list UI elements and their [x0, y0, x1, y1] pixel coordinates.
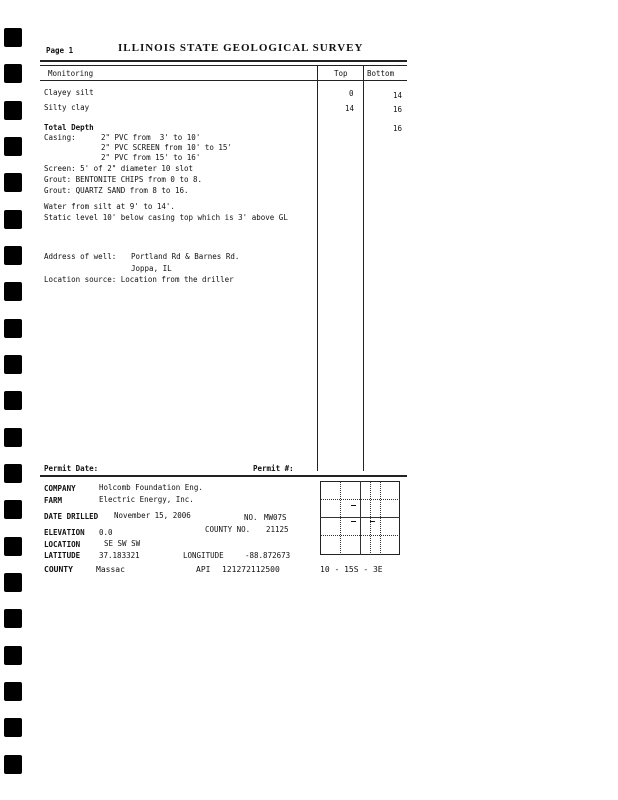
binder-hole — [4, 755, 22, 774]
county-label: COUNTY — [44, 565, 73, 574]
column-divider — [363, 65, 364, 471]
note-line: Grout: BENTONITE CHIPS from 0 to 8. — [44, 175, 203, 184]
section-locator-grid — [320, 481, 400, 554]
binder-hole — [4, 282, 22, 301]
column-divider — [317, 65, 318, 471]
date-label: DATE DRILLED — [44, 512, 99, 521]
binder-hole — [4, 500, 22, 519]
binder-hole — [4, 101, 22, 120]
county-no-label: COUNTY NO. — [205, 525, 251, 534]
binder-hole — [4, 319, 22, 338]
longitude-label: LONGITUDE — [183, 551, 224, 560]
column-bottom: Bottom — [367, 69, 395, 78]
column-top: Top — [334, 69, 348, 78]
location-label: LOCATION — [44, 540, 81, 549]
layer-bottom: 14 — [393, 91, 403, 100]
note-line: Screen: 5' of 2" diameter 10 slot — [44, 164, 194, 173]
binder-hole — [4, 173, 22, 192]
rule — [40, 65, 407, 66]
rule — [40, 475, 407, 477]
rule — [40, 80, 407, 81]
page-title: ILLINOIS STATE GEOLOGICAL SURVEY — [118, 42, 364, 54]
address-label: Address of well: — [44, 252, 117, 261]
elevation-label: ELEVATION — [44, 528, 85, 537]
longitude-value: -88.872673 — [245, 551, 291, 560]
casing-label: Casing: — [44, 133, 76, 142]
latitude-value: 37.183321 — [99, 551, 140, 560]
farm-label: FARM — [44, 496, 63, 505]
binder-hole — [4, 391, 22, 410]
binder-hole — [4, 718, 22, 737]
county-value: Massac — [96, 565, 125, 574]
binder-hole — [4, 246, 22, 265]
api-label: API — [196, 565, 211, 574]
permit-no-label: Permit #: — [253, 464, 294, 473]
layer-top: 0 — [349, 89, 354, 98]
latitude-label: LATITUDE — [44, 551, 81, 560]
date-value: November 15, 2006 — [114, 511, 191, 520]
total-depth-value: 16 — [393, 124, 403, 133]
county-no-value: 21125 — [266, 525, 289, 534]
binder-hole — [4, 428, 22, 447]
page-number: Page 1 — [46, 46, 74, 55]
well-no-label: NO. — [244, 513, 258, 522]
location-value: SE SW SW — [104, 539, 141, 548]
permit-date-label: Permit Date: — [44, 464, 99, 473]
rule — [40, 60, 407, 62]
binder-hole — [4, 28, 22, 47]
note-line: Grout: QUARTZ SAND from 8 to 16. — [44, 186, 189, 195]
address-line1: Portland Rd & Barnes Rd. — [131, 252, 240, 261]
binder-hole — [4, 609, 22, 628]
layer-name: Silty clay — [44, 103, 90, 112]
column-description: Monitoring — [48, 69, 94, 78]
casing-line: 2" PVC from 15' to 16' — [101, 153, 201, 162]
layer-name: Clayey silt — [44, 88, 94, 97]
layer-bottom: 16 — [393, 105, 403, 114]
layer-top: 14 — [345, 104, 355, 113]
note-line: Water from silt at 9' to 14'. — [44, 202, 175, 211]
casing-line: 2" PVC from 3' to 10' — [101, 133, 201, 142]
binder-hole — [4, 210, 22, 229]
location-source: Location source: Location from the driller — [44, 275, 234, 284]
binder-hole — [4, 137, 22, 156]
binder-hole — [4, 646, 22, 665]
farm-value: Electric Energy, Inc. — [99, 495, 194, 504]
binder-hole — [4, 464, 22, 483]
binder-hole — [4, 537, 22, 556]
binder-hole — [4, 64, 22, 83]
company-label: COMPANY — [44, 484, 76, 493]
elevation-value: 0.0 — [99, 528, 113, 537]
binder-hole — [4, 573, 22, 592]
casing-line: 2" PVC SCREEN from 10' to 15' — [101, 143, 232, 152]
company-value: Holcomb Foundation Eng. — [99, 483, 203, 492]
township-range: 10 - 15S - 3E — [320, 565, 383, 574]
note-line: Static level 10' below casing top which is 3' above GL — [44, 213, 288, 222]
address-line2: Joppa, IL — [131, 264, 172, 273]
well-no-value: MW07S — [264, 513, 287, 522]
api-value: 121272112500 — [222, 565, 280, 574]
binder-hole — [4, 682, 22, 701]
binder-hole — [4, 355, 22, 374]
total-depth-label: Total Depth — [44, 123, 94, 132]
